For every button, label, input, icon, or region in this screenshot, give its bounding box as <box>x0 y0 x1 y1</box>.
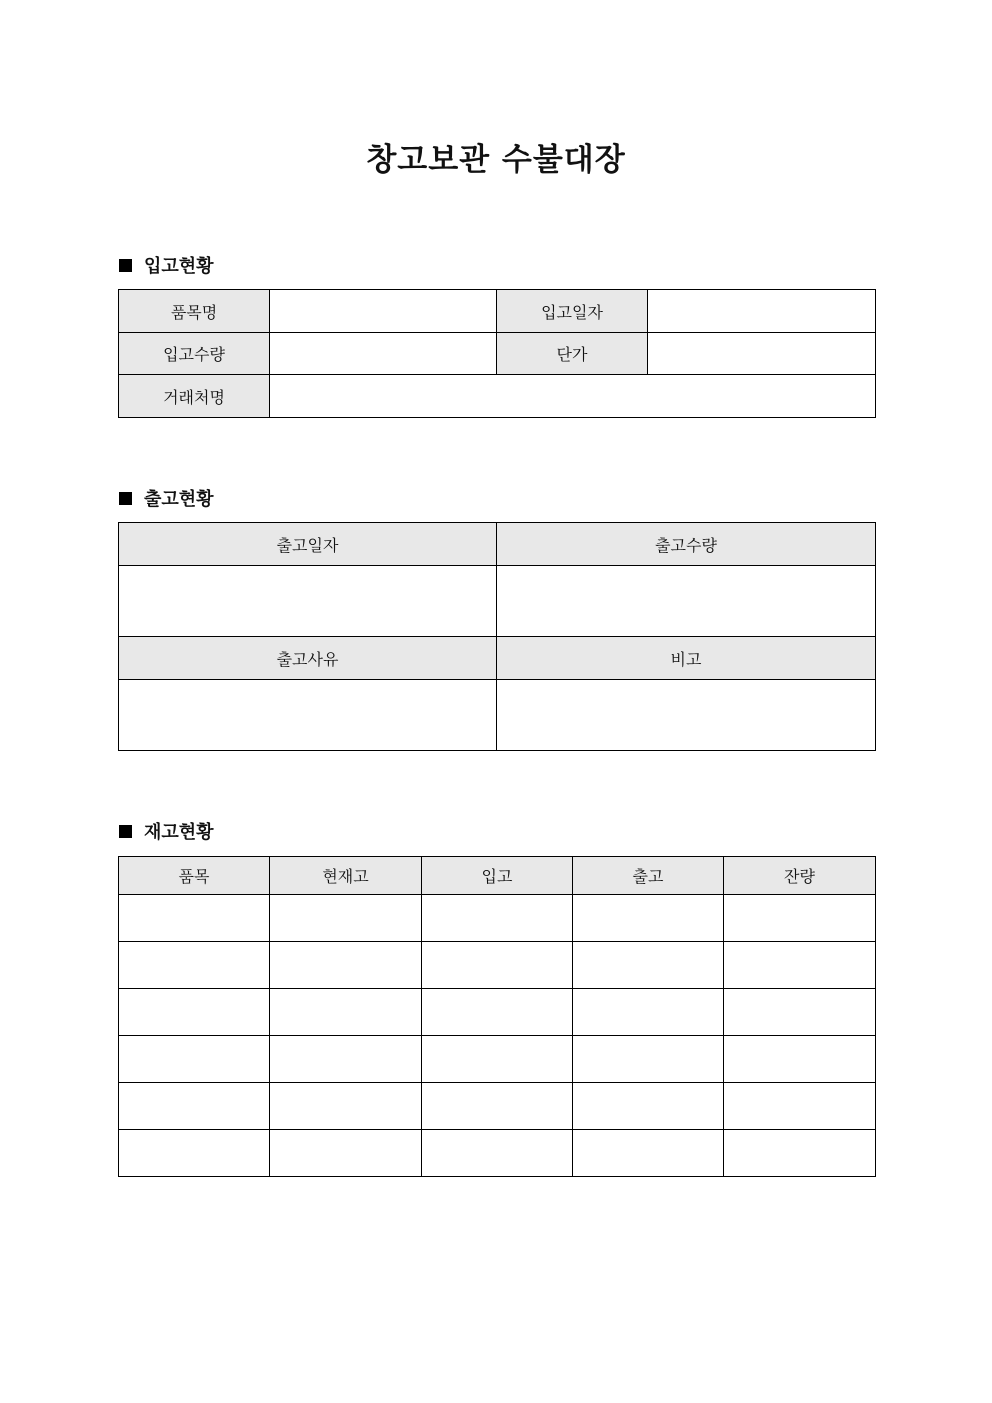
inventory-cell[interactable] <box>724 1036 876 1083</box>
inventory-section-heading <box>119 819 214 843</box>
unit-price-cell[interactable] <box>648 333 876 375</box>
inventory-cell[interactable] <box>724 1130 876 1177</box>
inventory-cell[interactable] <box>270 942 422 989</box>
inventory-cell[interactable] <box>270 1130 422 1177</box>
inventory-cell[interactable] <box>724 895 876 942</box>
inventory-cell[interactable] <box>422 942 573 989</box>
square-bullet-icon <box>119 492 132 505</box>
receiving-quantity-cell[interactable] <box>270 333 497 375</box>
vendor-cell[interactable] <box>270 375 876 418</box>
receiving-table <box>118 289 876 418</box>
inventory-cell[interactable] <box>724 942 876 989</box>
inventory-cell[interactable] <box>573 942 724 989</box>
inventory-cell[interactable] <box>119 1083 270 1130</box>
table-row <box>119 989 876 1036</box>
inventory-cell[interactable] <box>422 989 573 1036</box>
receiving-date-label: 입고일자 <box>497 290 648 333</box>
receiving-quantity-label: 입고수량 <box>119 333 270 375</box>
shipping-reason-cell[interactable] <box>119 680 497 751</box>
shipping-quantity-label: 출고수량 <box>497 523 876 566</box>
remarks-label: 비고 <box>497 637 876 680</box>
inventory-cell[interactable] <box>724 989 876 1036</box>
table-row <box>119 942 876 989</box>
inventory-cell[interactable] <box>270 989 422 1036</box>
table-row <box>119 1130 876 1177</box>
inventory-cell[interactable] <box>724 1083 876 1130</box>
inventory-heading-text: 재고현황 <box>144 822 214 843</box>
inventory-cell[interactable] <box>422 1130 573 1177</box>
item-name-cell[interactable] <box>270 290 497 333</box>
square-bullet-icon <box>119 259 132 272</box>
shipping-section-heading <box>119 486 214 510</box>
receiving-heading-text: 입고현황 <box>144 256 214 277</box>
table-row <box>119 1083 876 1130</box>
inventory-cell[interactable] <box>270 895 422 942</box>
shipping-heading-text: 출고현황 <box>144 489 214 510</box>
shipping-date-label: 출고일자 <box>119 523 497 566</box>
inventory-cell[interactable] <box>573 989 724 1036</box>
column-header-item: 품목 <box>119 857 270 895</box>
inventory-cell[interactable] <box>270 1083 422 1130</box>
inventory-cell[interactable] <box>422 1083 573 1130</box>
table-row <box>119 1036 876 1083</box>
column-header-current-stock: 현재고 <box>270 857 422 895</box>
inventory-cell[interactable] <box>422 1036 573 1083</box>
inventory-cell[interactable] <box>119 1036 270 1083</box>
shipping-date-cell[interactable] <box>119 566 497 637</box>
square-bullet-icon <box>119 825 132 838</box>
vendor-label: 거래처명 <box>119 375 270 418</box>
table-row <box>119 895 876 942</box>
column-header-shipped: 출고 <box>573 857 724 895</box>
inventory-cell[interactable] <box>119 1130 270 1177</box>
column-header-remaining: 잔량 <box>724 857 876 895</box>
inventory-cell[interactable] <box>573 895 724 942</box>
column-header-received: 입고 <box>422 857 573 895</box>
inventory-cell[interactable] <box>270 1036 422 1083</box>
item-name-label: 품목명 <box>119 290 270 333</box>
inventory-cell[interactable] <box>119 989 270 1036</box>
shipping-table <box>118 522 876 751</box>
inventory-table <box>118 856 876 1177</box>
receiving-section-heading <box>119 253 214 277</box>
inventory-cell[interactable] <box>573 1083 724 1130</box>
receiving-date-cell[interactable] <box>648 290 876 333</box>
inventory-cell[interactable] <box>119 942 270 989</box>
unit-price-label: 단가 <box>497 333 648 375</box>
inventory-cell[interactable] <box>573 1130 724 1177</box>
shipping-quantity-cell[interactable] <box>497 566 876 637</box>
inventory-cell[interactable] <box>422 895 573 942</box>
inventory-cell[interactable] <box>573 1036 724 1083</box>
shipping-reason-label: 출고사유 <box>119 637 497 680</box>
remarks-cell[interactable] <box>497 680 876 751</box>
inventory-cell[interactable] <box>119 895 270 942</box>
document-title: 창고보관 수불대장 <box>366 142 626 178</box>
